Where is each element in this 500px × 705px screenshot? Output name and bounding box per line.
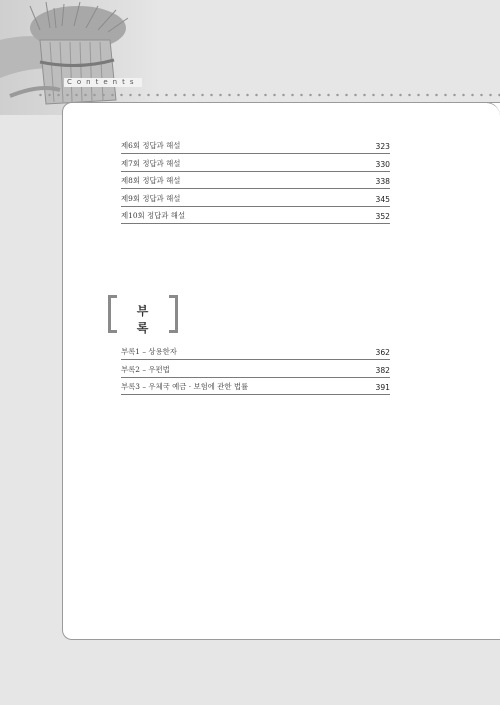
toc-label: 제9회 정답과 해설 bbox=[121, 193, 181, 203]
toc-row[interactable] bbox=[121, 360, 390, 377]
toc-row[interactable] bbox=[121, 154, 390, 171]
toc-label: 부록1 – 상용한자 bbox=[121, 347, 177, 357]
toc-page: 330 bbox=[375, 159, 390, 169]
toc-label: 제10회 정답과 해설 bbox=[121, 210, 186, 220]
right-bracket bbox=[169, 295, 178, 333]
toc-page: 323 bbox=[375, 142, 390, 152]
dotted-divider bbox=[36, 93, 500, 97]
toc-page: 362 bbox=[375, 348, 390, 358]
toc-appendix-list bbox=[121, 343, 390, 395]
sprout-bundle-photo bbox=[0, 0, 160, 115]
toc-label: 부록3 – 우체국 예금 · 보험에 관한 법률 bbox=[121, 382, 249, 392]
toc-page: 391 bbox=[375, 383, 390, 393]
appendix-heading bbox=[108, 295, 178, 335]
toc-row[interactable] bbox=[121, 172, 390, 189]
toc-row[interactable] bbox=[121, 137, 390, 154]
toc-label: 제8회 정답과 해설 bbox=[121, 176, 181, 186]
toc-row[interactable] bbox=[121, 343, 390, 360]
contents-header-label: Contents bbox=[64, 78, 142, 87]
toc-label: 부록2 – 우편법 bbox=[121, 364, 170, 374]
toc-page: 352 bbox=[375, 211, 390, 221]
toc-page: 382 bbox=[375, 365, 390, 375]
left-bracket bbox=[108, 295, 117, 333]
toc-label: 제7회 정답과 해설 bbox=[121, 158, 181, 168]
toc-row[interactable] bbox=[121, 207, 390, 224]
toc-page: 345 bbox=[375, 194, 390, 204]
toc-page: 338 bbox=[375, 177, 390, 187]
appendix-title: 부 록 bbox=[136, 304, 158, 335]
toc-row[interactable] bbox=[121, 189, 390, 206]
toc-main-list bbox=[121, 137, 390, 224]
panel-corner bbox=[470, 102, 500, 123]
toc-row[interactable] bbox=[121, 378, 390, 395]
toc-label: 제6회 정답과 해설 bbox=[121, 141, 181, 151]
